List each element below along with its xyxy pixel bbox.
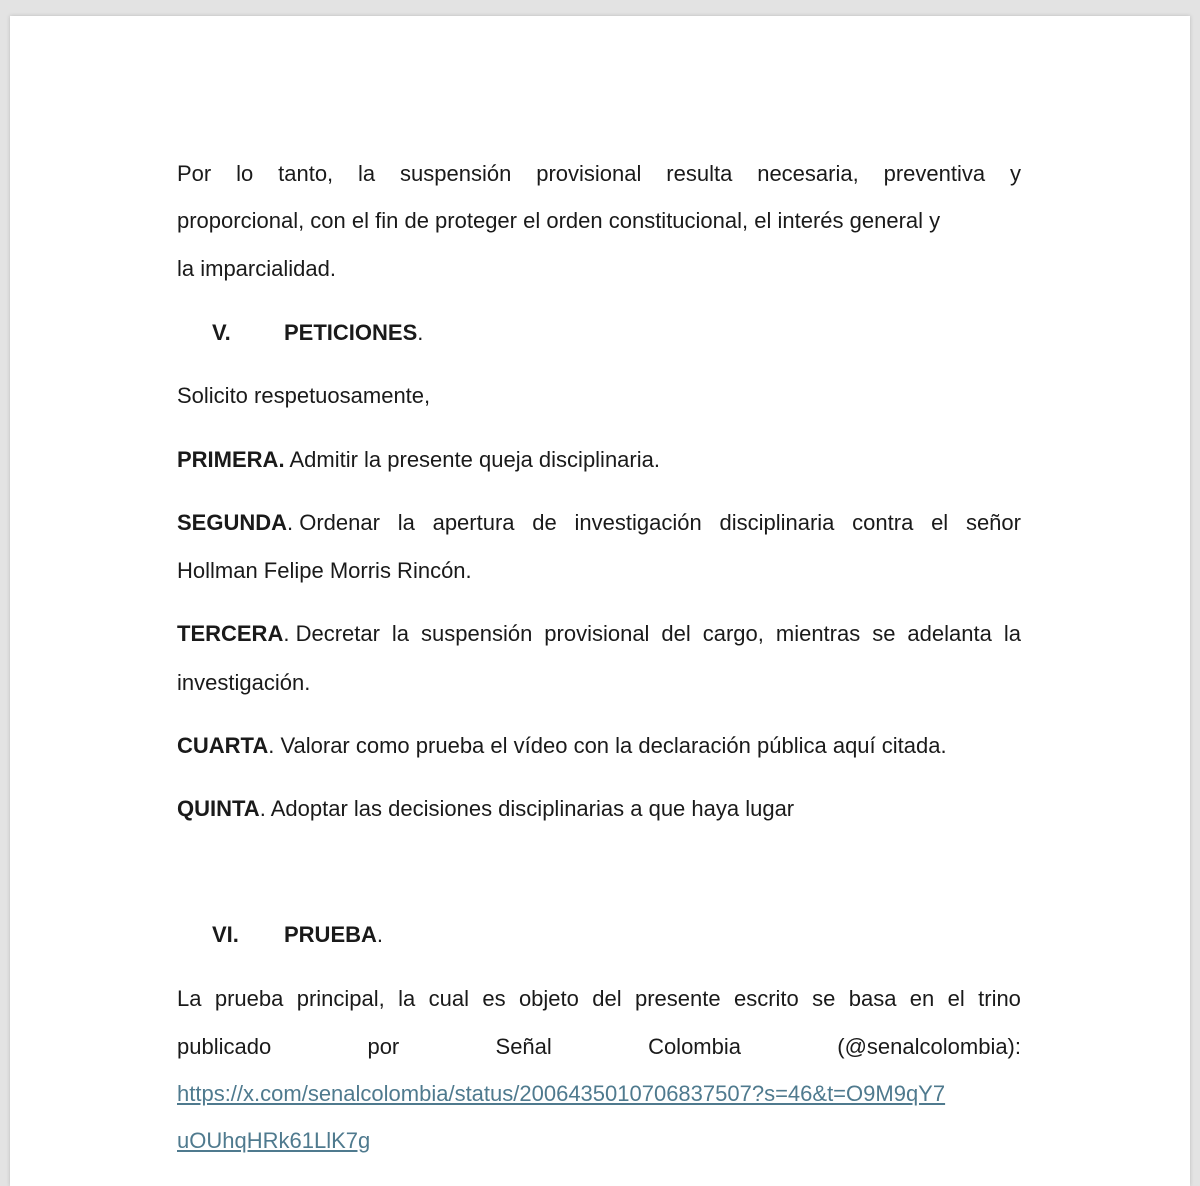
word: Señal: [495, 1034, 552, 1059]
word: del: [592, 986, 622, 1011]
section-title-punct: .: [417, 320, 424, 345]
petition-lead: [177, 619, 380, 649]
petition-text: . Adoptar las decisiones disciplinarias a que haya lugar: [259, 796, 795, 821]
document-page: [10, 16, 1190, 1186]
paragraph-line: [177, 984, 1021, 1014]
word: Colombia: [648, 1034, 741, 1059]
section-title: [284, 318, 423, 348]
word: escrito: [733, 986, 799, 1011]
evidence-link[interactable]: [177, 1079, 1021, 1109]
word: tanto,: [278, 161, 334, 186]
petition-label: QUINTA: [177, 796, 260, 821]
word: preventiva: [883, 161, 986, 186]
word: . Decretar: [283, 621, 380, 646]
petition-label: PRIMERA.: [177, 447, 285, 472]
word: el: [931, 510, 949, 535]
word: la: [358, 161, 376, 186]
petition-tercera: [177, 619, 1021, 649]
word: suspensión: [400, 161, 512, 186]
word: contra: [852, 510, 914, 535]
petitions-intro: Solicito respetuosamente,: [177, 383, 431, 408]
word: La: [177, 986, 202, 1011]
word: objeto: [518, 986, 579, 1011]
word: suspensión: [421, 621, 533, 646]
word: resulta: [666, 161, 733, 186]
word: señor: [965, 510, 1021, 535]
petition-lead: [177, 508, 380, 538]
section-title-punct: .: [376, 922, 384, 947]
petition-label: CUARTA: [177, 733, 269, 758]
word: por: [367, 1034, 400, 1059]
section-title-text: PRUEBA: [284, 922, 377, 947]
word: provisional: [536, 161, 642, 186]
word: y: [1009, 161, 1021, 186]
word: . Ordenar: [287, 510, 380, 535]
petition-text: . Valorar como prueba el vídeo con la declaración pública aquí citada.: [268, 733, 947, 758]
word: trino: [978, 986, 1021, 1011]
petition-primera: [177, 445, 1021, 475]
word: mientras: [775, 621, 861, 646]
petition-tercera-cont: investigación.: [177, 670, 311, 695]
section-title: [284, 920, 383, 950]
word: la: [1003, 621, 1021, 646]
word: investigación: [574, 510, 702, 535]
word: presente: [634, 986, 721, 1011]
word: de: [532, 510, 557, 535]
word: la: [397, 510, 415, 535]
word: provisional: [544, 621, 650, 646]
word: en: [909, 986, 935, 1011]
petition-label: TERCERA: [177, 621, 284, 646]
evidence-link-text[interactable]: https://x.com/senalcolombia/status/2006435010706837507?s=46&t=O9M9qY7: [177, 1081, 946, 1106]
word: la: [391, 621, 410, 646]
paragraph-line: [177, 1032, 1021, 1062]
word: disciplinaria: [719, 510, 835, 535]
word: prueba: [214, 986, 284, 1011]
petition-text: Admitir la presente queja disciplinaria.: [284, 447, 660, 472]
word: el: [947, 986, 965, 1011]
evidence-link[interactable]: [177, 1126, 1021, 1156]
petition-cuarta: [177, 731, 1021, 761]
petition-segunda-cont: Hollman Felipe Morris Rincón.: [177, 558, 472, 583]
word: del: [661, 621, 691, 646]
word: se: [872, 621, 896, 646]
section-number: VI.: [212, 922, 239, 947]
word: (@senalcolombia):: [837, 1034, 1021, 1059]
word: adelanta: [907, 621, 992, 646]
word: principal,: [296, 986, 385, 1011]
word: publicado: [177, 1034, 272, 1059]
word: lo: [236, 161, 254, 186]
paragraph-line: [177, 159, 1021, 189]
evidence-link-text[interactable]: uOUhqHRk61LlK7g: [177, 1128, 371, 1153]
petition-segunda: [177, 508, 1021, 538]
word: cargo,: [702, 621, 764, 646]
word: necesaria,: [757, 161, 859, 186]
word: es: [482, 986, 506, 1011]
section-number: V.: [212, 320, 231, 345]
word: cual: [428, 986, 469, 1011]
section-title-text: PETICIONES: [284, 320, 418, 345]
paragraph-line: proporcional, con el fin de proteger el orden constitucional, el interés general y: [177, 208, 941, 233]
word: la: [398, 986, 416, 1011]
word: se: [812, 986, 836, 1011]
word: basa: [848, 986, 897, 1011]
paragraph-line: la imparcialidad.: [177, 256, 336, 281]
word: apertura: [432, 510, 515, 535]
petition-label: SEGUNDA: [177, 510, 288, 535]
word: Por: [177, 161, 212, 186]
petition-quinta: [177, 794, 1021, 824]
